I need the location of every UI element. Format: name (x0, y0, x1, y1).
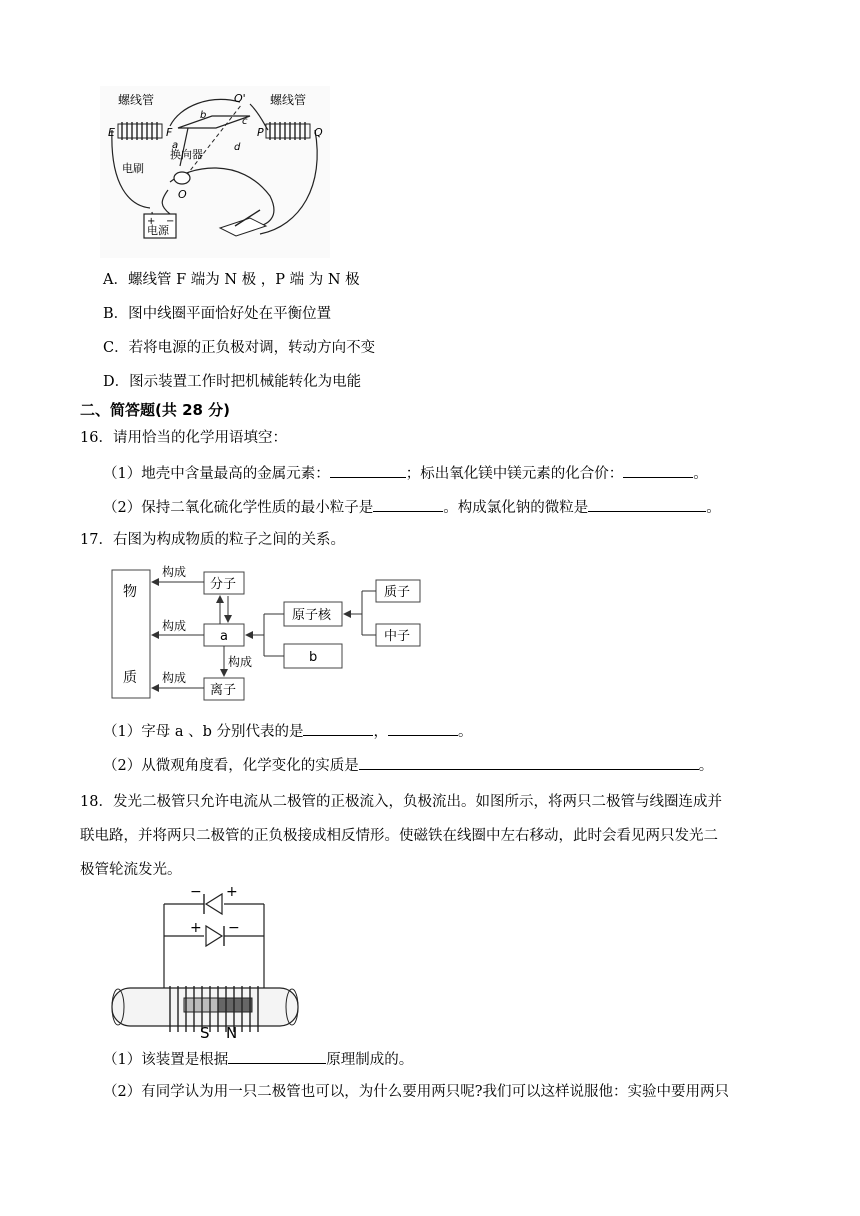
label-a: a (220, 629, 228, 644)
label-goucheng-1: 构成 (162, 565, 187, 579)
label-solenoid-right: 螺线管 (270, 93, 307, 107)
q18-stem-line3: 极管轮流发光。 (80, 862, 182, 878)
label-zhongzi: 中子 (384, 629, 411, 644)
answer-blank[interactable] (228, 1048, 326, 1064)
label-b: b (200, 110, 207, 121)
q17-part1: （1）字母 a 、b 分别代表的是 ， 。 (103, 720, 472, 742)
answer-blank[interactable] (388, 720, 458, 736)
answer-blank[interactable] (623, 462, 693, 478)
label-zhizi: 质子 (384, 585, 411, 600)
diode-induction-diagram (106, 878, 302, 1040)
q18-stem-line1: 18．发光二极管只允许电流从二极管的正极流入，负极流出。如图所示，将两只二极管与线圈连成并 (80, 794, 722, 810)
label-Q: Q (314, 126, 323, 139)
label-d: d (234, 142, 241, 153)
option-b: B．图中线圈平面恰好处在平衡位置 (103, 306, 332, 322)
q18-part1: （1）该装置是根据 原理制成的。 (103, 1048, 413, 1070)
label-wu: 物 (123, 584, 137, 600)
label-c: c (242, 116, 248, 127)
label-lizi: 离子 (210, 683, 237, 698)
answer-blank[interactable] (303, 720, 373, 736)
label-plus-top: + (226, 884, 238, 900)
q16-part1: （1）地壳中含量最高的金属元素： ；标出氧化镁中镁元素的化合价： 。 (103, 462, 708, 484)
q18-part2: （2）有同学认为用一只二极管也可以，为什么要用两只呢?我们可以这样说服他：实验中要用两只 (103, 1084, 729, 1100)
label-O-prime: O' (234, 92, 246, 105)
q18-stem-line2: 联电路，并将两只二极管的正负极接成相反情形。使磁铁在线圈中左右移动，此时会看见两只发光二 (80, 828, 718, 844)
q17-part2: （2）从微观角度看，化学变化的实质是 。 (103, 754, 713, 776)
option-c: C．若将电源的正负极对调，转动方向不变 (103, 340, 376, 356)
label-minus: − (166, 216, 175, 227)
label-b: b (309, 650, 318, 665)
label-E: E (108, 126, 115, 139)
label-N: N (226, 1024, 238, 1040)
answer-blank[interactable] (373, 496, 443, 512)
label-fenzi: 分子 (210, 577, 237, 592)
label-goucheng-2: 构成 (162, 619, 187, 633)
label-solenoid-left: 螺线管 (118, 93, 155, 107)
label-zhi: 质 (123, 670, 137, 686)
answer-blank[interactable] (359, 754, 699, 770)
q16-stem: 16．请用恰当的化学用语填空： (80, 430, 287, 446)
label-P: P (257, 126, 264, 139)
motor-diagram (100, 86, 330, 258)
label-plus-bottom: + (190, 920, 202, 936)
answer-blank[interactable] (588, 496, 706, 512)
label-a: a (172, 140, 179, 151)
label-O: O (178, 188, 187, 201)
option-a: A．螺线管 F 端为 N 极 ，P 端 为 N 极 (103, 272, 360, 288)
q17-stem: 17．右图为构成物质的粒子之间的关系。 (80, 532, 345, 548)
section-title: 二、简答题(共 28 分) (80, 401, 231, 419)
label-commutator: 换向器 (170, 148, 203, 161)
label-minus-top: − (190, 884, 202, 900)
label-S: S (200, 1024, 210, 1040)
label-goucheng-4: 构成 (162, 671, 187, 685)
label-F: F (166, 126, 173, 139)
q16-part2: （2）保持二氧化硫化学性质的最小粒子是 。构成氯化钠的微粒是 。 (103, 496, 721, 518)
particle-relationship-diagram (100, 560, 430, 708)
option-d: D．图示装置工作时把机械能转化为电能 (103, 374, 362, 390)
label-plus: + (147, 216, 156, 227)
label-yuanzihe: 原子核 (292, 608, 332, 623)
answer-blank[interactable] (330, 462, 406, 478)
label-brush: 电刷 (122, 162, 144, 175)
label-power: 电源 (147, 224, 169, 237)
label-minus-bottom: − (228, 920, 240, 936)
label-goucheng-3: 构成 (228, 655, 253, 669)
